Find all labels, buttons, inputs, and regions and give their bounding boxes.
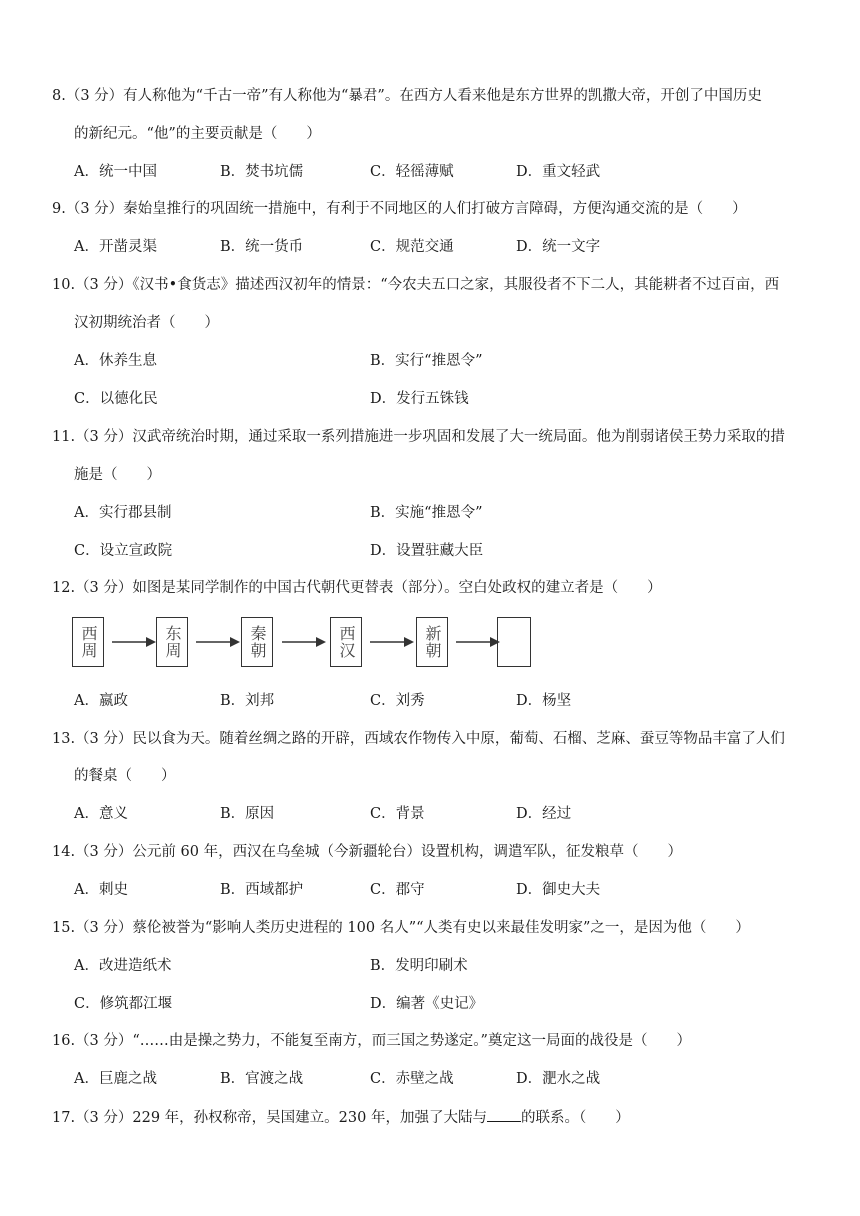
question-9-option-a[interactable]: A．开凿灵渠 [74,239,157,255]
question-16-option-a[interactable]: A．巨鹿之战 [74,1071,157,1087]
question-8-option-a[interactable]: A．统一中国 [74,164,157,180]
question-17-text-after-blank: 的联系。（ ） [520,1110,630,1126]
question-13-text-line1: 13.（3 分）民以食为天。随着丝绸之路的开辟，西域农作物传入中原，葡萄、石榴、芝麻、蚕豆等物品丰富了人们 [52,731,785,747]
question-8-option-c[interactable]: C．轻徭薄赋 [370,164,454,180]
dynasty-box-xin: 新朝 [416,617,448,667]
question-9-option-b[interactable]: B．统一货币 [220,239,304,255]
question-16-text-line1: 16.（3 分）“……由是操之势力，不能复至南方，而三国之势遂定。”奠定这一局面的战役是（ ） [52,1033,691,1049]
question-14-option-c[interactable]: C．郡守 [370,882,425,898]
arrow-right-icon [456,635,500,649]
question-17-text-line1 [52,1107,630,1128]
dynasty-box-eastern-zhou: 东周 [156,617,188,667]
question-10-option-d[interactable]: D．发行五铢钱 [370,391,469,407]
arrow-right-icon [196,635,240,649]
question-8-text-line2: 的新纪元。“他”的主要贡献是（ ） [74,126,321,142]
question-11-text-line1: 11.（3 分）汉武帝统治时期，通过采取一系列措施进一步巩固和发展了大一统局面。他为削弱诸侯王势力采取的措 [52,429,785,445]
question-14-option-d[interactable]: D．御史大夫 [516,882,601,898]
question-16-option-c[interactable]: C．赤壁之战 [370,1071,454,1087]
question-15-text-line1: 15.（3 分）蔡伦被誉为“影响人类历史进程的 100 名人”“人类有史以来最佳发明家”之一，是因为他（ ） [52,920,750,936]
question-16-option-b[interactable]: B．官渡之战 [220,1071,304,1087]
question-12-option-d[interactable]: D．杨坚 [516,693,572,709]
question-11-option-d[interactable]: D．设置驻藏大臣 [370,543,484,559]
question-13-option-b[interactable]: B．原因 [220,806,275,822]
fill-in-blank [487,1107,521,1122]
question-8-option-b[interactable]: B．焚书坑儒 [220,164,304,180]
dynasty-box-western-zhou: 西周 [72,617,104,667]
question-13-option-a[interactable]: A．意义 [74,806,128,822]
question-12-option-b[interactable]: B．刘邦 [220,693,275,709]
question-11-option-c[interactable]: C．设立宣政院 [74,543,173,559]
question-17-text-before-blank: 17.（3 分）229 年，孙权称帝，吴国建立。230 年，加强了大陆与 [52,1110,487,1126]
question-14-option-b[interactable]: B．西域都护 [220,882,304,898]
question-10-option-a[interactable]: A．休养生息 [74,353,157,369]
question-9-option-d[interactable]: D．统一文字 [516,239,601,255]
arrow-right-icon [112,635,156,649]
question-11-option-a[interactable]: A．实行郡县制 [74,505,172,521]
question-11-option-b[interactable]: B．实施“推恩令” [370,505,483,521]
question-10-option-b[interactable]: B．实行“推恩令” [370,353,483,369]
question-14-option-a[interactable]: A．刺史 [74,882,128,898]
question-12-option-c[interactable]: C．刘秀 [370,693,425,709]
question-9-option-c[interactable]: C．规范交通 [370,239,454,255]
dynasty-box-qin: 秦朝 [241,617,273,667]
question-8-option-d[interactable]: D．重文轻武 [516,164,601,180]
question-15-option-c[interactable]: C．修筑都江堰 [74,996,173,1012]
question-14-text-line1: 14.（3 分）公元前 60 年，西汉在乌垒城（今新疆轮台）设置机构，调遣军队，征发粮草（ ） [52,844,683,860]
dynasty-box-western-han: 西汉 [330,617,362,667]
question-11-text-line2: 施是（ ） [74,467,161,483]
dynasty-succession-diagram [72,617,532,673]
question-13-option-d[interactable]: D．经过 [516,806,572,822]
question-10-text-line2: 汉初期统治者（ ） [74,315,219,331]
question-15-option-b[interactable]: B．发明印刷术 [370,958,468,974]
question-13-option-c[interactable]: C．背景 [370,806,425,822]
question-10-text-line1: 10.（3 分）《汉书•食货志》描述西汉初年的情景：“今农夫五口之家，其服役者不下二人，其能耕者不过百亩，西 [52,277,780,293]
question-15-option-d[interactable]: D．编著《史记》 [370,996,484,1012]
question-12-option-a[interactable]: A．嬴政 [74,693,128,709]
question-9-text-line1: 9.（3 分）秦始皇推行的巩固统一措施中，有利于不同地区的人们打破方言障碍，方便沟通交流的是（ ） [52,201,747,217]
question-10-option-c[interactable]: C．以德化民 [74,391,158,407]
arrow-right-icon [282,635,326,649]
question-16-option-d[interactable]: D．淝水之战 [516,1071,601,1087]
question-15-option-a[interactable]: A．改进造纸术 [74,958,172,974]
arrow-right-icon [370,635,414,649]
question-8-text-line1: 8.（3 分）有人称他为“千古一帝”有人称他为“暴君”。在西方人看来他是东方世界的凯撒大帝，开创了中国历史 [52,88,762,104]
question-13-text-line2: 的餐桌（ ） [74,768,176,784]
dynasty-box-blank [497,617,531,667]
question-12-text-line1: 12.（3 分）如图是某同学制作的中国古代朝代更替表（部分）。空白处政权的建立者是（ ） [52,580,662,596]
